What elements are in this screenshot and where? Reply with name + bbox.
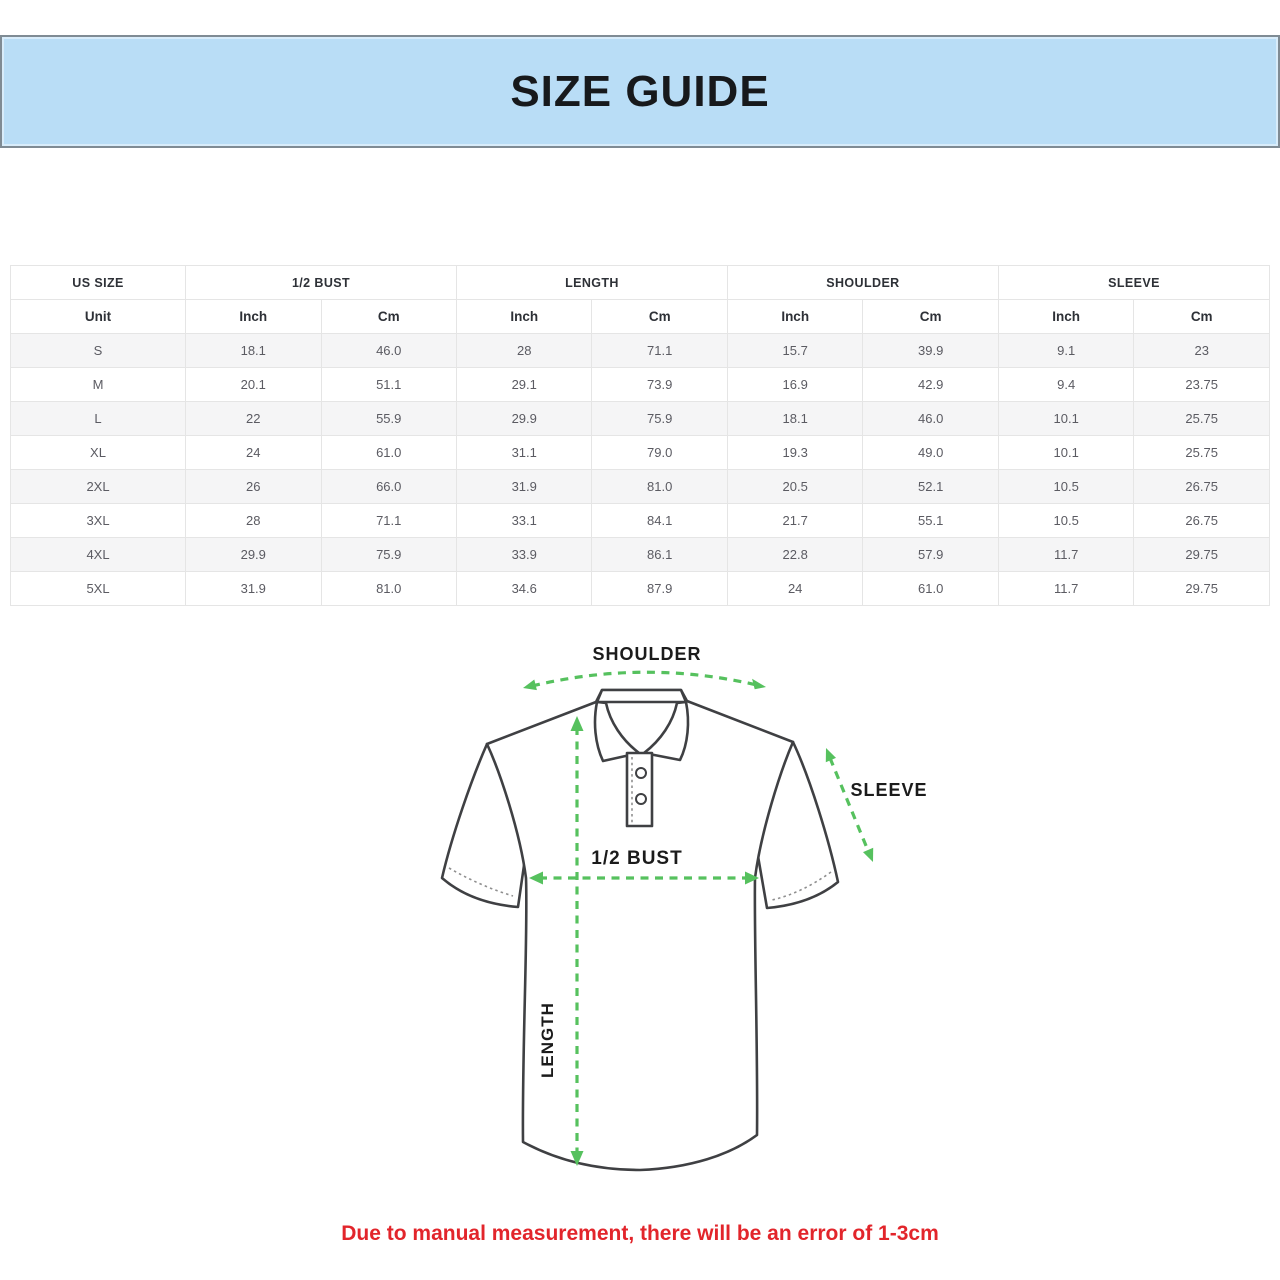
measurement-cell: 87.9 bbox=[592, 572, 727, 606]
measurement-cell: 29.75 bbox=[1134, 572, 1270, 606]
size-label-cell: M bbox=[11, 368, 186, 402]
measurement-cell: 33.1 bbox=[456, 504, 591, 538]
column-group-shoulder: SHOULDER bbox=[727, 266, 998, 300]
button-top bbox=[636, 768, 646, 778]
measurement-cell: 81.0 bbox=[321, 572, 456, 606]
measurement-cell: 75.9 bbox=[592, 402, 727, 436]
measurement-cell: 29.9 bbox=[456, 402, 591, 436]
size-label-cell: XL bbox=[11, 436, 186, 470]
table-group-header-row bbox=[11, 266, 1270, 300]
measurement-cell: 61.0 bbox=[321, 436, 456, 470]
bust-label: 1/2 BUST bbox=[591, 848, 683, 869]
shirt-measurement-diagram bbox=[420, 630, 940, 1210]
measurement-cell: 22 bbox=[186, 402, 321, 436]
page-title: SIZE GUIDE bbox=[510, 66, 770, 116]
unit-cell: Cm bbox=[863, 300, 998, 334]
size-label-cell: 5XL bbox=[11, 572, 186, 606]
unit-cell: Inch bbox=[456, 300, 591, 334]
size-row-3xl bbox=[11, 504, 1270, 538]
measurement-cell: 11.7 bbox=[998, 572, 1133, 606]
measurement-cell: 31.1 bbox=[456, 436, 591, 470]
measurement-cell: 9.4 bbox=[998, 368, 1133, 402]
table-unit-row bbox=[11, 300, 1270, 334]
column-group-sleeve: SLEEVE bbox=[998, 266, 1269, 300]
unit-cell: Inch bbox=[727, 300, 862, 334]
measurement-cell: 55.1 bbox=[863, 504, 998, 538]
column-group-length: LENGTH bbox=[456, 266, 727, 300]
measurement-cell: 25.75 bbox=[1134, 402, 1270, 436]
measurement-cell: 10.1 bbox=[998, 402, 1133, 436]
size-label-cell: S bbox=[11, 334, 186, 368]
measurement-cell: 61.0 bbox=[863, 572, 998, 606]
measurement-cell: 42.9 bbox=[863, 368, 998, 402]
size-label-cell: 4XL bbox=[11, 538, 186, 572]
sleeve-arrow-line bbox=[830, 758, 869, 853]
size-row-5xl bbox=[11, 572, 1270, 606]
unit-cell: Inch bbox=[186, 300, 321, 334]
measurement-cell: 18.1 bbox=[186, 334, 321, 368]
size-row-s bbox=[11, 334, 1270, 368]
measurement-cell: 81.0 bbox=[592, 470, 727, 504]
measurement-cell: 46.0 bbox=[321, 334, 456, 368]
measurement-cell: 19.3 bbox=[727, 436, 862, 470]
size-table-container bbox=[10, 265, 1270, 606]
placket bbox=[627, 753, 652, 826]
size-label-cell: L bbox=[11, 402, 186, 436]
measurement-cell: 73.9 bbox=[592, 368, 727, 402]
measurement-cell: 71.1 bbox=[321, 504, 456, 538]
measurement-cell: 46.0 bbox=[863, 402, 998, 436]
unit-header: Unit bbox=[11, 300, 186, 334]
measurement-cell: 33.9 bbox=[456, 538, 591, 572]
measurement-cell: 79.0 bbox=[592, 436, 727, 470]
measurement-cell: 49.0 bbox=[863, 436, 998, 470]
measurement-cell: 71.1 bbox=[592, 334, 727, 368]
polo-shirt-illustration bbox=[420, 630, 940, 1210]
unit-cell: Cm bbox=[321, 300, 456, 334]
shoulder-label: SHOULDER bbox=[592, 644, 702, 664]
measurement-cell: 23.75 bbox=[1134, 368, 1270, 402]
size-row-m bbox=[11, 368, 1270, 402]
measurement-cell: 51.1 bbox=[321, 368, 456, 402]
measurement-cell: 26 bbox=[186, 470, 321, 504]
size-table-head bbox=[11, 266, 1270, 334]
measurement-cell: 29.9 bbox=[186, 538, 321, 572]
measurement-cell: 24 bbox=[186, 436, 321, 470]
measurement-cell: 31.9 bbox=[186, 572, 321, 606]
measurement-cell: 10.5 bbox=[998, 504, 1133, 538]
size-label-cell: 3XL bbox=[11, 504, 186, 538]
size-table-body bbox=[11, 334, 1270, 606]
size-row-xl bbox=[11, 436, 1270, 470]
measurement-cell: 25.75 bbox=[1134, 436, 1270, 470]
measurement-cell: 20.1 bbox=[186, 368, 321, 402]
measurement-cell: 52.1 bbox=[863, 470, 998, 504]
measurement-cell: 28 bbox=[456, 334, 591, 368]
size-row-4xl bbox=[11, 538, 1270, 572]
measurement-cell: 18.1 bbox=[727, 402, 862, 436]
size-row-2xl bbox=[11, 470, 1270, 504]
measurement-cell: 16.9 bbox=[727, 368, 862, 402]
measurement-cell: 34.6 bbox=[456, 572, 591, 606]
measurement-cell: 55.9 bbox=[321, 402, 456, 436]
size-guide-banner bbox=[0, 35, 1280, 148]
measurement-cell: 10.5 bbox=[998, 470, 1133, 504]
unit-cell: Cm bbox=[592, 300, 727, 334]
measurement-cell: 20.5 bbox=[727, 470, 862, 504]
size-table bbox=[10, 265, 1270, 606]
shoulder-arrow-line bbox=[532, 672, 757, 686]
measurement-cell: 75.9 bbox=[321, 538, 456, 572]
measurement-cell: 26.75 bbox=[1134, 504, 1270, 538]
sleeve-label: SLEEVE bbox=[850, 780, 928, 800]
measurement-cell: 22.8 bbox=[727, 538, 862, 572]
measurement-cell: 24 bbox=[727, 572, 862, 606]
measurement-cell: 21.7 bbox=[727, 504, 862, 538]
measurement-cell: 10.1 bbox=[998, 436, 1133, 470]
unit-cell: Cm bbox=[1134, 300, 1270, 334]
unit-cell: Inch bbox=[998, 300, 1133, 334]
measurement-cell: 29.75 bbox=[1134, 538, 1270, 572]
size-label-cell: 2XL bbox=[11, 470, 186, 504]
measurement-cell: 31.9 bbox=[456, 470, 591, 504]
measurement-cell: 9.1 bbox=[998, 334, 1133, 368]
collar-band bbox=[597, 690, 686, 702]
shoulder-arrowhead-left bbox=[523, 680, 537, 691]
measurement-cell: 84.1 bbox=[592, 504, 727, 538]
measurement-cell: 39.9 bbox=[863, 334, 998, 368]
measurement-cell: 29.1 bbox=[456, 368, 591, 402]
column-group-1-2-bust: 1/2 BUST bbox=[186, 266, 457, 300]
size-row-l bbox=[11, 402, 1270, 436]
shoulder-arrowhead-right bbox=[752, 679, 766, 690]
measurement-error-note: Due to manual measurement, there will be an error of 1-3cm bbox=[341, 1222, 939, 1245]
column-group-us-size: US SIZE bbox=[11, 266, 186, 300]
measurement-cell: 15.7 bbox=[727, 334, 862, 368]
button-bottom bbox=[636, 794, 646, 804]
length-label: LENGTH bbox=[538, 1002, 557, 1078]
measurement-cell: 11.7 bbox=[998, 538, 1133, 572]
measurement-cell: 28 bbox=[186, 504, 321, 538]
measurement-cell: 86.1 bbox=[592, 538, 727, 572]
sleeve-arrowhead-bottom bbox=[863, 848, 873, 862]
measurement-cell: 57.9 bbox=[863, 538, 998, 572]
measurement-cell: 26.75 bbox=[1134, 470, 1270, 504]
measurement-cell: 66.0 bbox=[321, 470, 456, 504]
measurement-cell: 23 bbox=[1134, 334, 1270, 368]
